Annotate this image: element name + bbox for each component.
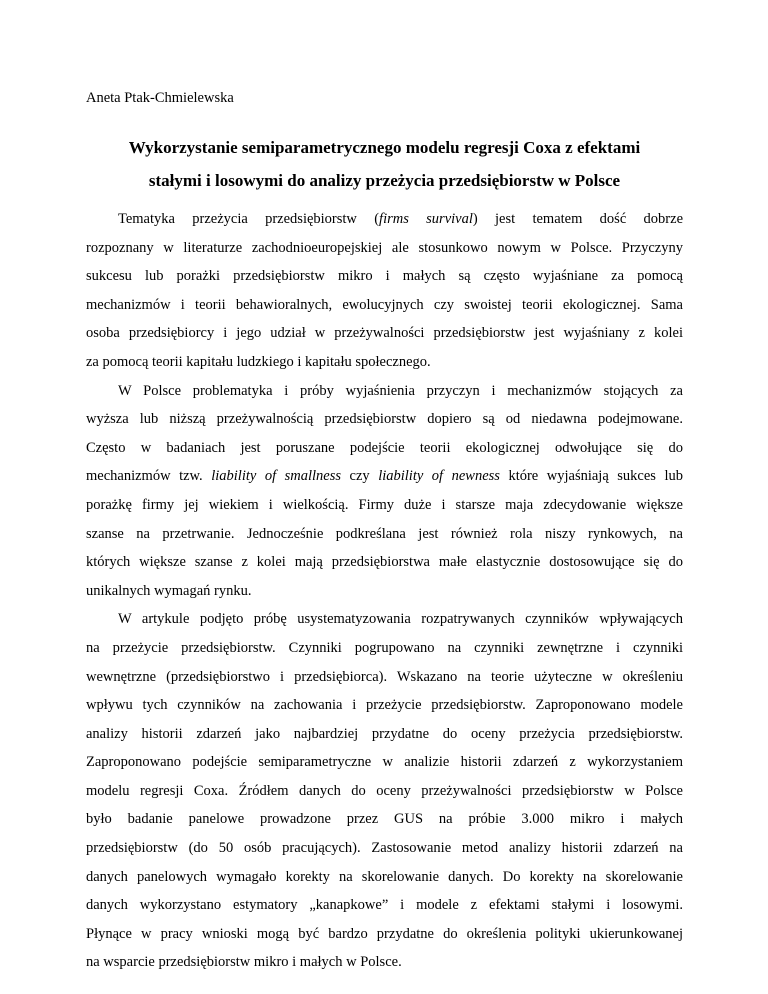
paragraph-line: których większe szanse z kolei mają przedsiębiorstwa małe elastycznie dostosowujące się do — [86, 554, 683, 571]
paragraph — [86, 605, 683, 977]
paragraph-line: unikalnych wymagań rynku. — [86, 582, 252, 599]
abstract-body — [86, 205, 683, 977]
paragraph-line: osoba przedsiębiorcy i jego udział w przeżywalności przedsiębiorstw jest wyjaśniany z kolei — [86, 325, 683, 342]
paragraph-line: Zaproponowano podejście semiparametryczne w analizie historii zdarzeń z wykorzystaniem — [86, 754, 683, 771]
paragraph-line: W Polsce problematyka i próby wyjaśnienia przyczyn i mechanizmów stojących za — [118, 382, 683, 399]
italic-term: firms survival — [379, 211, 473, 227]
paragraph-line: sukcesu lub porażki przedsiębiorstw mikro i małych są często wyjaśniane za pomocą — [86, 268, 683, 285]
paragraph-line: Tematyka przeżycia przedsiębiorstw (firms survival) jest tematem dość dobrze — [118, 211, 684, 227]
italic-term: liability of newness — [378, 468, 500, 485]
paragraph-line: szanse na przetrwanie. Jednocześnie podkreślana jest również rola niszy rynkowych, na — [86, 525, 683, 542]
title-line: Wykorzystanie semiparametrycznego modelu regresji Coxa z efektami — [128, 138, 641, 157]
paragraph-line: Płynące w pracy wnioski mogą być bardzo przydatne do określenia polityki ukierunkowanej — [86, 925, 683, 942]
paragraph-line: wewnętrzne (przedsiębiorstwo i przedsiębiorca). Wskazano na teorie użyteczne w określeniu — [86, 668, 683, 685]
paragraph-line: analizy historii zdarzeń jako najbardziej przydatne do oceny przeżycia przedsiębiorstw. — [86, 725, 683, 742]
paragraph-line: modelu regresji Coxa. Źródłem danych do oceny przeżywalności przedsiębiorstw w Polsce — [86, 782, 683, 799]
paragraph-line: danych wykorzystano estymatory „kanapkowe” i modele z efektami stałymi i losowymi. — [86, 897, 683, 914]
paragraph-line: W artykule podjęto próbę usystematyzowania rozpatrywanych czynników wpływających — [118, 611, 683, 628]
paragraph-line: na wsparcie przedsiębiorstw mikro i małych w Polsce. — [86, 954, 402, 971]
paragraph-line: Często w badaniach jest poruszane podejście teorii ekologicznej odwołujące się do — [86, 439, 683, 456]
paragraph-line: wpływu tych czynników na zachowania i przeżycie przedsiębiorstw. Zaproponowano modele — [86, 697, 683, 714]
author-name: Aneta Ptak-Chmielewska — [86, 90, 234, 106]
paragraph-line: przedsiębiorstw (do 50 osób pracujących). Zastosowanie metod analizy historii zdarzeń na — [86, 840, 683, 857]
document-title — [86, 131, 683, 197]
paragraph-line: było badanie panelowe prowadzone przez GUS na próbie 3.000 mikro i małych — [86, 811, 683, 828]
paragraph — [86, 205, 683, 377]
paragraph-line: porażkę firmy jej wiekiem i wielkością. Firmy duże i starsze maja zdecydowanie większe — [86, 496, 683, 513]
paragraph-line: za pomocą teorii kapitału ludzkiego i kapitału społecznego. — [86, 353, 431, 370]
paragraph-line: mechanizmów tzw. liability of smallness czy liability of newness które wyjaśniają sukces lub — [86, 468, 683, 485]
italic-term: liability of smallness — [211, 468, 342, 485]
paragraph — [86, 377, 683, 606]
paragraph-line: mechanizmów i teorii behawioralnych, ewolucyjnych czy swoistej teorii ekologicznej. Sama — [86, 296, 683, 313]
paragraph-line: wyższa lub niższą przeżywalnością przedsiębiorstw dopiero są od niedawna podejmowane. — [86, 411, 683, 428]
paragraph-line: danych panelowych wymagało korekty na skorelowanie danych. Do korekty na skorelowanie — [86, 868, 683, 885]
paragraph-line: rozpoznany w literaturze zachodnioeuropejskiej ale stosunkowo nowym w Polsce. Przyczyny — [86, 239, 683, 256]
title-line: stałymi i losowymi do analizy przeżycia przedsiębiorstw w Polsce — [148, 171, 621, 190]
paragraph-line: na przeżycie przedsiębiorstw. Czynniki pogrupowano na czynniki zewnętrzne i czynniki — [86, 639, 683, 656]
